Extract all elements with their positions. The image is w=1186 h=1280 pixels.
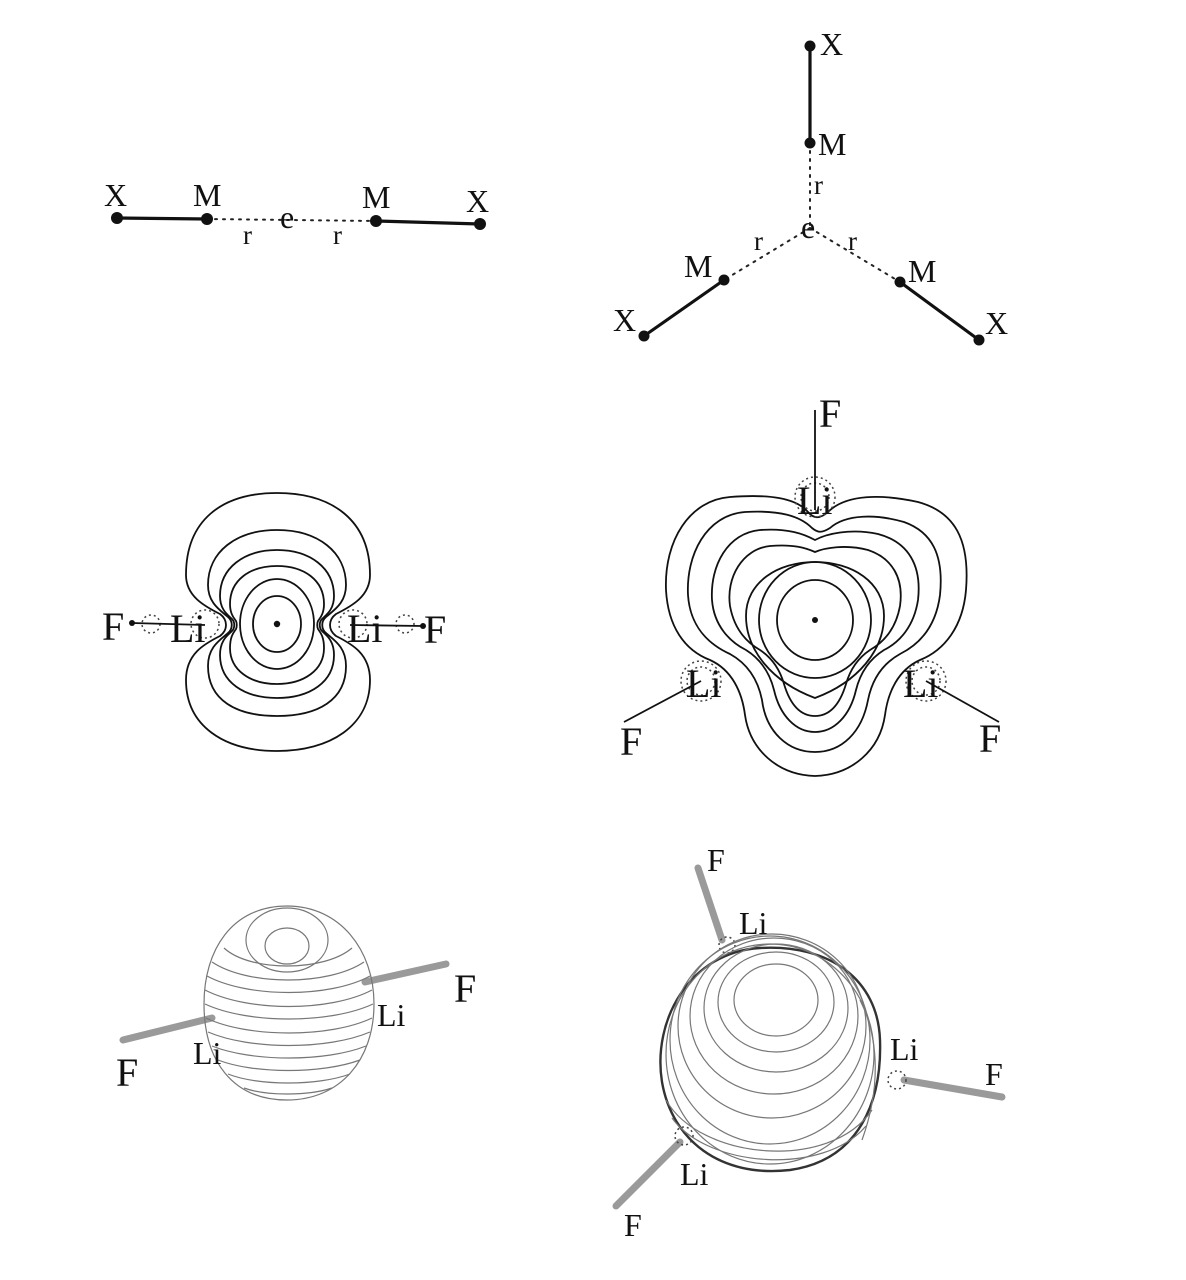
label-li-right: Li [347, 606, 383, 651]
atom-x-left [639, 331, 650, 342]
centre-dot [274, 621, 280, 627]
dotted-e-m-left [724, 228, 810, 280]
orbital-surface [204, 906, 374, 1100]
rod-f-li-top [698, 868, 722, 940]
label-li-left: Li [686, 661, 722, 706]
label-e: e [280, 199, 295, 235]
label-x-left: X [613, 302, 637, 338]
atom-m-right [895, 277, 906, 288]
label-m-left: M [684, 248, 713, 284]
atom-m-left [719, 275, 730, 286]
label-f-left: F [102, 604, 125, 649]
atom-m-left [201, 213, 213, 225]
label-f-right: F [454, 966, 477, 1011]
bond-m-x-right [376, 221, 480, 224]
atom-m-right [370, 215, 382, 227]
label-f-right: F [424, 607, 447, 652]
bond-m-x-right [900, 282, 979, 340]
label-r-right: r [848, 226, 857, 256]
label-r-top: r [814, 170, 823, 200]
label-f-left: F [620, 719, 643, 764]
atom-x-right [974, 335, 985, 346]
label-li-right: Li [377, 997, 406, 1033]
f-right-ring [396, 615, 414, 633]
centre-dot [812, 617, 818, 623]
atom-f-left [129, 620, 135, 626]
label-f-left: F [116, 1050, 139, 1095]
linear-scheme-panel [104, 177, 489, 250]
label-r-right: r [333, 220, 342, 250]
label-li-left: Li [170, 606, 206, 651]
rod-li-f-right [365, 964, 446, 982]
label-f-bottom: F [624, 1207, 642, 1243]
label-li-top: Li [739, 905, 768, 941]
contour-4 [729, 545, 900, 716]
label-f-right: F [979, 716, 1002, 761]
label-li-bottom: Li [680, 1156, 709, 1192]
rod-f-li-bottom [616, 1142, 680, 1206]
label-m-left: M [193, 177, 222, 213]
label-r-left: r [754, 226, 763, 256]
label-li-right: Li [890, 1031, 919, 1067]
label-m-right: M [908, 253, 937, 289]
trigonal-scheme-panel [613, 26, 1008, 346]
label-li-top: Li [797, 478, 833, 523]
contour-outer [666, 496, 967, 776]
label-m-right: M [362, 179, 391, 215]
atom-x-right [474, 218, 486, 230]
label-li-left: Li [193, 1035, 222, 1071]
bond-x-m-left [117, 218, 207, 219]
label-x-left: X [104, 177, 128, 213]
label-x-top: X [820, 26, 844, 62]
label-r-left: r [243, 220, 252, 250]
label-x-right: X [985, 305, 1009, 341]
label-f-right: F [985, 1056, 1003, 1092]
atom-x-top [805, 41, 816, 52]
trigonal-surface-panel [616, 842, 1003, 1243]
linear-contour-panel [102, 493, 446, 751]
label-li-right: Li [903, 661, 939, 706]
label-x-right: X [466, 183, 490, 219]
atom-m-top [805, 138, 816, 149]
label-e: e [801, 209, 816, 245]
trigonal-contour-panel [620, 391, 1001, 776]
bond-m-x-left [644, 280, 724, 336]
label-f-top: F [819, 391, 842, 436]
label-m-top: M [818, 126, 847, 162]
atom-x-left [111, 212, 123, 224]
label-f-top: F [707, 842, 725, 878]
linear-surface-panel [116, 906, 476, 1100]
